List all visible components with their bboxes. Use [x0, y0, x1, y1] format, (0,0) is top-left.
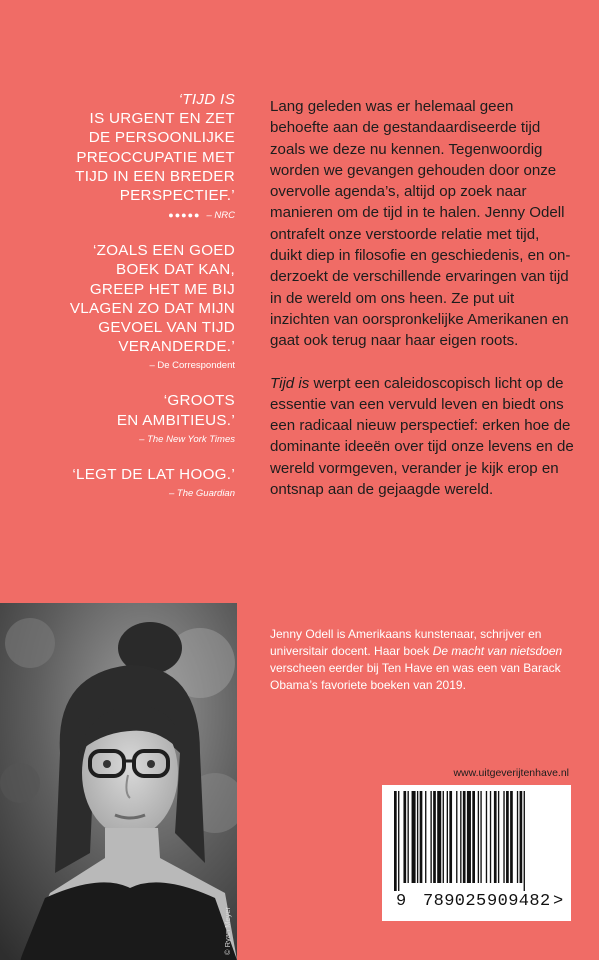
quote-line: TIJD IN EEN BREDER — [75, 167, 235, 185]
quote-line: VERANDERDE.’ — [118, 338, 235, 356]
bio-text: Jenny Odell is Amerikaans kunstenaar, schrijver en universitair docent. Haar boek — [270, 627, 542, 658]
isbn-digit-first: 9 — [396, 892, 407, 911]
bio-text: verscheen eerder bij Ten Have en was een van Barack Obama’s favoriete boeken van 2019. — [270, 661, 561, 692]
review-quote-guardian — [30, 465, 235, 501]
barcode-bar — [524, 791, 525, 891]
barcode-bar — [503, 791, 504, 883]
barcode-bar — [425, 791, 426, 883]
previous-book-title: De macht van nietsdoen — [432, 644, 563, 658]
star-rating: ●●●●● — [168, 210, 201, 221]
barcode-bar — [449, 791, 452, 883]
publisher-website[interactable]: www.uitgeverijtenhave.nl — [453, 767, 569, 779]
quote-line: IS URGENT EN ZET — [89, 110, 235, 128]
quote-line: GREEP HET ME BIJ — [89, 280, 235, 298]
barcode-bar — [478, 791, 479, 883]
barcode-bar — [467, 791, 471, 883]
review-quotes — [30, 90, 235, 519]
quote-line: GEVOEL VAN TIJD — [98, 319, 235, 337]
quote-line: VLAGEN ZO DAT MIJN — [69, 299, 235, 317]
quote-line: DE PERSOONLIJKE — [88, 129, 235, 147]
barcode-bar — [408, 791, 409, 883]
quote-source: – The Guardian — [168, 488, 235, 500]
quote-line: EN AMBITIEUS.’ — [116, 411, 235, 429]
barcode-bar — [506, 791, 509, 883]
quote-source: – NRC — [206, 210, 235, 222]
quote-line: BOEK DAT KAN, — [116, 261, 235, 279]
barcode-bar — [443, 791, 444, 883]
quote-source: – De Correspondent — [149, 360, 235, 372]
barcode-bar — [430, 791, 431, 883]
quote-line: PERSPECTIEF.’ — [119, 187, 235, 205]
isbn-group-2: 909482 — [487, 892, 551, 911]
quote-line: ‘TIJD IS — [178, 91, 235, 108]
barcode-bar — [433, 791, 436, 883]
photo-credit: © Ryan Meyer — [223, 906, 232, 955]
barcode-bar — [437, 791, 441, 883]
blurb-paragraph-1: Lang geleden was er helemaal geen behoefte aan de gestandaardiseerde tijd zoals we deze nu kennen. Tegenwoordig worden we gevangen gehouden door onze overvolle agenda’s, altijd op zoek naar manieren om de tijd in te halen. Jenny Odell ontrafelt onze verstoorde relatie met tijd, duikt diep in filosofie en geschiedenis, en onderzoekt de verschillende ervaringen van tijd in de wereld om ons heen. Ze put uit inzichten van oorspronkelijke Amerikanen en gaat ook terug naar haar eigen roots. — [270, 98, 571, 350]
quote-line: ‘ZOALS EEN GOED — [92, 242, 235, 260]
barcode-bars — [382, 785, 571, 891]
barcode-bar — [412, 791, 416, 883]
barcode-bar — [517, 791, 518, 883]
barcode-bar — [463, 791, 466, 883]
review-quote-nrc — [30, 90, 235, 223]
author-portrait-image — [0, 603, 237, 960]
blurb-paragraph-2 — [270, 373, 575, 501]
barcode-bar — [456, 791, 457, 883]
author-photo — [0, 603, 237, 960]
barcode-bar — [420, 791, 423, 883]
quote-source: – The New York Times — [139, 433, 235, 445]
quote-line: ‘GROOTS — [163, 392, 235, 410]
barcode-bar — [417, 791, 418, 883]
barcode-bar — [398, 791, 399, 891]
barcode-bar — [394, 791, 397, 891]
quote-line: PREOCCUPATIE MET — [76, 148, 235, 166]
review-quote-correspondent — [30, 241, 235, 373]
blurb-text: werpt een caleidoscopisch licht op de essentie van een vervuld leven en biedt ons een radicaal nieuw perspectief: erken hoe de dominante ideeën over tijd onze levens en de wereld vormgeven, verander je kijk erop en ontsnap aan de gejaagde wereld. — [270, 374, 574, 499]
barcode-bar — [480, 791, 481, 883]
barcode-bar — [486, 791, 487, 883]
barcode-bar — [510, 791, 513, 883]
isbn-marker: > — [553, 892, 564, 911]
barcode-bar — [494, 791, 497, 883]
review-quote-nyt — [30, 391, 235, 446]
author-bio — [270, 626, 580, 694]
barcode-bar — [520, 791, 523, 883]
barcode-bar — [403, 791, 406, 883]
barcode-bar — [498, 791, 499, 883]
blurb — [270, 96, 575, 521]
isbn-barcode — [382, 785, 571, 921]
quote-line: ‘LEGT DE LAT HOOG.’ — [72, 465, 235, 483]
book-title: Tijd is — [270, 374, 310, 392]
barcode-bar — [460, 791, 461, 883]
barcode-bar — [447, 791, 448, 883]
barcode-bar — [490, 791, 491, 883]
barcode-bar — [472, 791, 475, 883]
isbn-group-1: 789025 — [423, 892, 487, 911]
